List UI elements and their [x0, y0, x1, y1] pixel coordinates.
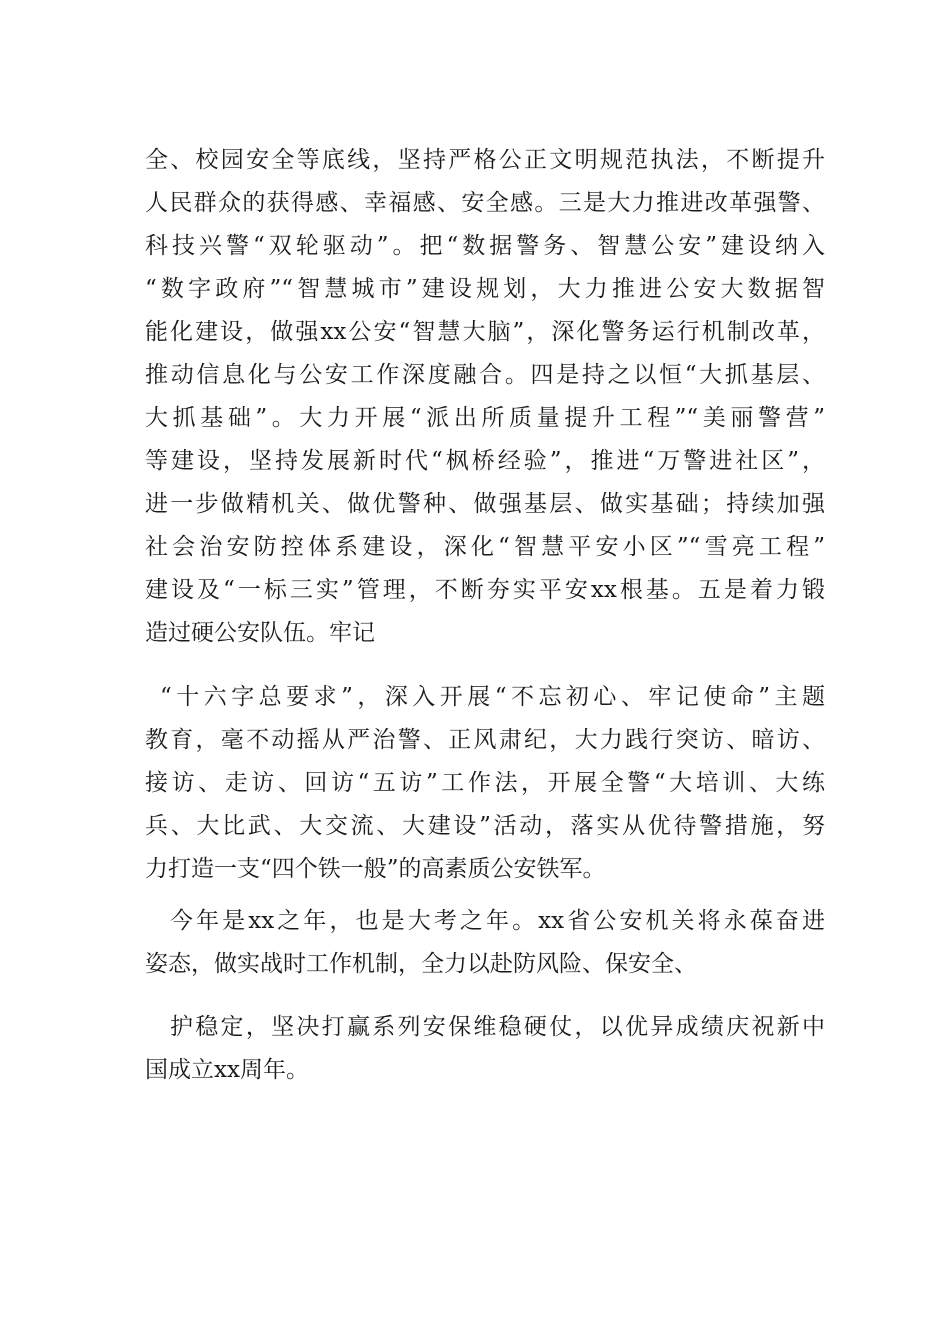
paragraph-line: 科技兴警“双轮驱动”。把“数据警务、智慧公安”建设纳入 — [145, 233, 825, 259]
paragraph-line: 力打造一支“四个铁一般”的高素质公安铁军。 — [145, 856, 606, 882]
paragraph-line: 国成立xx周年。 — [145, 1057, 309, 1083]
paragraph-line: 全、校园安全等底线，坚持严格公正文明规范执法，不断提升 — [145, 147, 825, 173]
paragraph-line: 接访、走访、回访“五访”工作法，开展全警“大培训、大练 — [145, 770, 825, 796]
paragraph-line: 今年是xx之年，也是大考之年。xx省公安机关将永葆奋进 — [170, 908, 825, 934]
paragraph-line: 进一步做精机关、做优警种、做强基层、做实基础；持续加强 — [145, 491, 825, 517]
paragraph-line: 建设及“一标三实”管理，不断夯实平安xx根基。五是着力锻 — [145, 577, 825, 603]
paragraph-line: 姿态，做实战时工作机制，全力以赴防风险、保安全、 — [145, 951, 697, 977]
paragraph-line: 等建设，坚持发展新时代“枫桥经验”，推进“万警进社区”， — [145, 448, 825, 474]
paragraph-line: 大抓基础”。大力开展“派出所质量提升工程”“美丽警营” — [145, 405, 825, 431]
paragraph-line: 兵、大比武、大交流、大建设”活动，落实从优待警措施，努 — [145, 813, 825, 839]
paragraph-line: 推动信息化与公安工作深度融合。四是持之以恒“大抓基层、 — [145, 362, 825, 388]
paragraph-line: 人民群众的获得感、幸福感、安全感。三是大力推进改革强警、 — [145, 190, 825, 216]
paragraph-line: 造过硬公安队伍。牢记 — [145, 620, 375, 646]
paragraph-line: “数字政府”“智慧城市”建设规划，大力推进公安大数据智 — [145, 276, 825, 302]
paragraph-line: 能化建设，做强xx公安“智慧大脑”，深化警务运行机制改革， — [145, 319, 825, 345]
paragraph-line: 社会治安防控体系建设，深化“智慧平安小区”“雪亮工程” — [145, 534, 825, 560]
paragraph-line: “十六字总要求”，深入开展“不忘初心、牢记使命”主题 — [160, 684, 825, 710]
paragraph-line: 护稳定，坚决打赢系列安保维稳硬仗，以优异成绩庆祝新中 — [170, 1014, 825, 1040]
paragraph-line: 教育，毫不动摇从严治警、正风肃纪，大力践行突访、暗访、 — [145, 727, 825, 753]
